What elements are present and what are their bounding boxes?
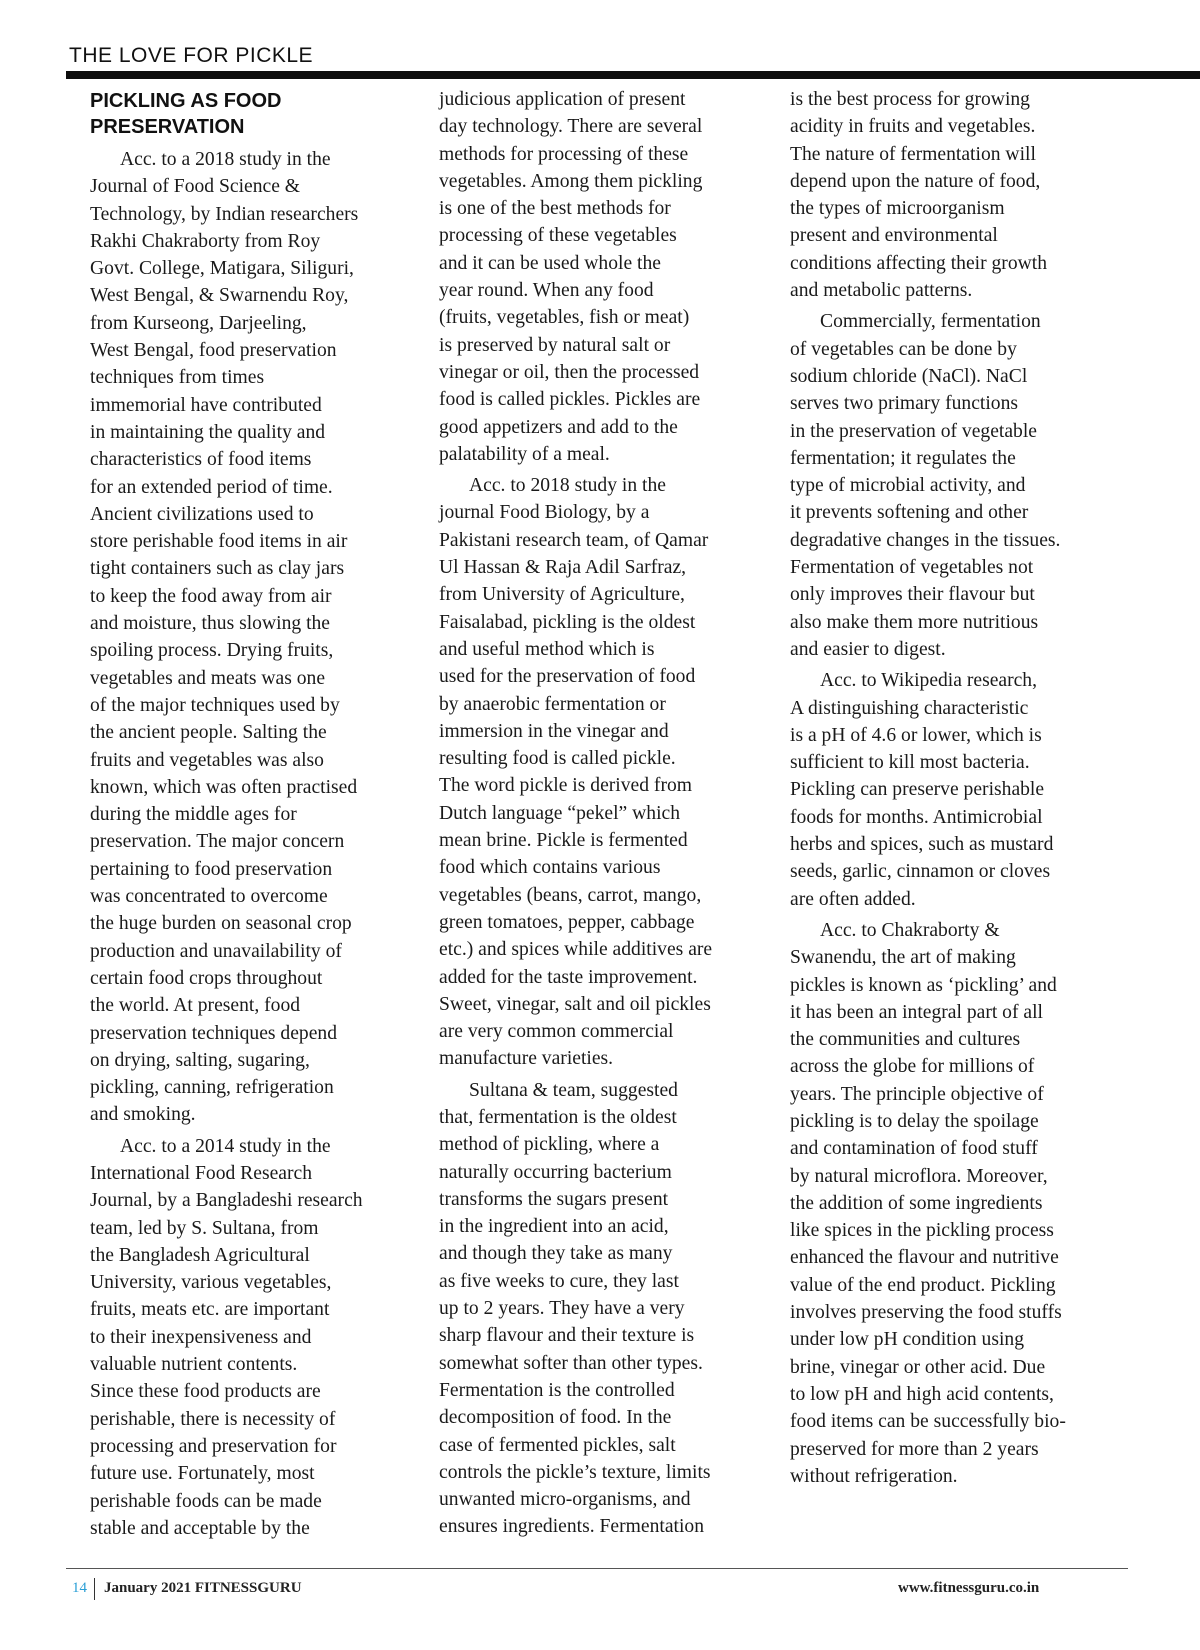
paragraph-line: used for the preservation of food (439, 666, 696, 688)
paragraph-line: of vegetables can be done by (790, 338, 1017, 360)
paragraph-line: Sweet, vinegar, salt and oil pickles (439, 993, 711, 1015)
paragraph (439, 472, 765, 1073)
paragraph-line: was concentrated to overcome (90, 886, 328, 908)
paragraph-line: (fruits, vegetables, fish or meat) (439, 307, 690, 329)
column-1-body (90, 146, 412, 1542)
paragraph-line: Faisalabad, pickling is the oldest (439, 611, 696, 633)
paragraph-line: the addition of some ingredients (790, 1192, 1043, 1214)
paragraph-line: to keep the food away from air (90, 585, 332, 607)
paragraph (790, 86, 1120, 304)
paragraph-line: Pickling can preserve perishable (790, 779, 1045, 801)
paragraph-line: case of fermented pickles, salt (439, 1434, 676, 1456)
paragraph-line: brine, vinegar or other acid. Due (790, 1356, 1046, 1378)
paragraph-line: by natural microflora. Moreover, (790, 1165, 1048, 1187)
paragraph-line: Fermentation of vegetables not (790, 557, 1034, 579)
paragraph-line: are very common commercial (439, 1021, 674, 1043)
paragraph-line: ensures ingredients. Fermentation (439, 1516, 704, 1538)
paragraph-line: West Bengal, & Swarnendu Roy, (90, 285, 349, 307)
paragraph-line: it prevents softening and other (790, 502, 1029, 524)
paragraph-line: Sultana & team, suggested (469, 1079, 678, 1101)
paragraph-line: pickles is known as ‘pickling’ and (790, 974, 1057, 996)
paragraph-line: Dutch language “pekel” which (439, 802, 681, 824)
paragraph-line: stable and acceptable by the (90, 1517, 310, 1539)
paragraph-line: up to 2 years. They have a very (439, 1298, 685, 1320)
paragraph-line: unwanted micro-organisms, and (439, 1489, 691, 1511)
paragraph-line: in the ingredient into an acid, (439, 1216, 669, 1238)
page-number: 14 (72, 1580, 87, 1596)
paragraph-line: preserved for more than 2 years (790, 1438, 1039, 1460)
paragraph-line: method of pickling, where a (439, 1134, 660, 1156)
paragraph-line: depend upon the nature of food, (790, 170, 1041, 192)
paragraph-line: Acc. to Wikipedia research, (820, 670, 1038, 692)
paragraph-line: years. The principle objective of (790, 1083, 1044, 1105)
paragraph-line: future use. Fortunately, most (90, 1463, 315, 1485)
paragraph-line: that, fermentation is the oldest (439, 1106, 677, 1128)
paragraph-line: Acc. to Chakraborty & (820, 919, 1000, 941)
paragraph-line: known, which was often practised (90, 776, 358, 798)
paragraph-line: Commercially, fermentation (820, 311, 1041, 333)
paragraph (90, 1133, 412, 1542)
paragraph-line: Acc. to 2018 study in the (469, 475, 666, 497)
paragraph-line: Acc. to a 2014 study in the (120, 1135, 331, 1157)
paragraph-line: are often added. (790, 888, 916, 910)
column-3-body (790, 86, 1120, 1490)
section-heading-line-2: PRESERVATION (90, 116, 245, 138)
paragraph-line: herbs and spices, such as mustard (790, 834, 1054, 856)
paragraph-line: it has been an integral part of all (790, 1001, 1043, 1023)
issue-label: January 2021 FITNESSGURU (104, 1580, 302, 1596)
paragraph-line: and it can be used whole the (439, 252, 661, 274)
paragraph-line: and useful method which is (439, 638, 655, 660)
paragraph-line: acidity in fruits and vegetables. (790, 116, 1036, 138)
paragraph-line: certain food crops throughout (90, 967, 323, 989)
paragraph-line: Journal, by a Bangladeshi research (90, 1190, 363, 1212)
paragraph-line: pertaining to food preservation (90, 858, 333, 880)
paragraph-line: fermentation; it regulates the (790, 447, 1016, 469)
paragraph-line: degradative changes in the tissues. (790, 529, 1061, 551)
paragraph-line: A distinguishing characteristic (790, 697, 1029, 719)
paragraph-line: added for the taste improvement. (439, 966, 698, 988)
paragraph-line: good appetizers and add to the (439, 416, 678, 438)
paragraph-line: sufficient to kill most bacteria. (790, 752, 1030, 774)
paragraph-line: like spices in the pickling process (790, 1220, 1054, 1242)
paragraph-line: pickling is to delay the spoilage (790, 1110, 1039, 1132)
paragraph-line: Rakhi Chakraborty from Roy (90, 230, 321, 252)
paragraph-line: preservation techniques depend (90, 1022, 338, 1044)
paragraph-line: spoiling process. Drying fruits, (90, 640, 334, 662)
paragraph-line: the huge burden on seasonal crop (90, 913, 352, 935)
footer-divider (94, 1578, 95, 1600)
paragraph-line: somewhat softer than other types. (439, 1352, 703, 1374)
paragraph-line: The word pickle is derived from (439, 775, 693, 797)
paragraph-line: manufacture varieties. (439, 1048, 614, 1070)
paragraph-line: of the major techniques used by (90, 694, 340, 716)
paragraph-line: processing and preservation for (90, 1435, 337, 1457)
paragraph-line: Since these food products are (90, 1381, 321, 1403)
paragraph-line: to low pH and high acid contents, (790, 1383, 1054, 1405)
paragraph-line: preservation. The major concern (90, 831, 345, 853)
section-heading-line-1: PICKLING AS FOOD (90, 90, 282, 112)
paragraph-line: day technology. There are several (439, 116, 703, 138)
paragraph (790, 667, 1120, 913)
paragraph-line: is the best process for growing (790, 89, 1030, 110)
paragraph-line: Swanendu, the art of making (790, 947, 1016, 969)
paragraph-line: vegetables and meats was one (90, 667, 326, 689)
paragraph-line: decomposition of food. In the (439, 1407, 672, 1429)
paragraph-line: from Kurseong, Darjeeling, (90, 312, 307, 334)
paragraph-line: Fermentation is the controlled (439, 1379, 675, 1401)
paragraph-line: seeds, garlic, cinnamon or cloves (790, 861, 1051, 883)
column-1 (90, 86, 412, 1542)
paragraph-line: across the globe for millions of (790, 1056, 1035, 1078)
paragraph (790, 308, 1120, 663)
paragraph-line: for an extended period of time. (90, 476, 333, 498)
paragraph-line: Acc. to a 2018 study in the (120, 149, 331, 170)
footer-rule (66, 1568, 1128, 1569)
column-2-body (439, 86, 765, 1541)
paragraph-line: green tomatoes, pepper, cabbage (439, 911, 695, 933)
paragraph-line: in maintaining the quality and (90, 421, 326, 443)
paragraph-line: food which contains various (439, 857, 661, 879)
paragraph-line: on drying, salting, sugaring, (90, 1049, 310, 1071)
paragraph-line: by anaerobic fermentation or (439, 693, 666, 715)
paragraph-line: present and environmental (790, 225, 998, 247)
paragraph-line: journal Food Biology, by a (439, 502, 650, 524)
paragraph-line: food items can be successfully bio- (790, 1411, 1066, 1433)
paragraph-line: transforms the sugars present (439, 1188, 669, 1210)
paragraph (90, 146, 412, 1129)
paragraph-line: sodium chloride (NaCl). NaCl (790, 365, 1028, 387)
paragraph-line: to their inexpensiveness and (90, 1326, 312, 1348)
paragraph-line: Pakistani research team, of Qamar (439, 529, 709, 551)
paragraph-line: etc.) and spices while additives are (439, 939, 713, 961)
paragraph-line: serves two primary functions (790, 393, 1018, 415)
paragraph-line: The nature of fermentation will (790, 143, 1036, 165)
paragraph-line: is a pH of 4.6 or lower, which is (790, 724, 1042, 746)
paragraph-line: judicious application of present (439, 89, 686, 110)
paragraph-line: the world. At present, food (90, 995, 301, 1017)
column-3 (790, 86, 1120, 1490)
paragraph-line: in the preservation of vegetable (790, 420, 1037, 442)
paragraph-line: controls the pickle’s texture, limits (439, 1461, 711, 1483)
paragraph-line: International Food Research (90, 1162, 312, 1184)
paragraph-line: and though they take as many (439, 1243, 673, 1265)
paragraph-line: immersion in the vinegar and (439, 720, 669, 742)
paragraph-line: the Bangladesh Agricultural (90, 1244, 310, 1266)
paragraph-line: University, various vegetables, (90, 1272, 332, 1294)
paragraph-line: Ancient civilizations used to (90, 503, 314, 525)
paragraph-line: vegetables. Among them pickling (439, 170, 703, 192)
paragraph-line: palatability of a meal. (439, 443, 610, 465)
paragraph-line: perishable, there is necessity of (90, 1408, 336, 1430)
paragraph-line: Ul Hassan & Raja Adil Sarfraz, (439, 557, 687, 579)
paragraph-line: methods for processing of these (439, 143, 689, 165)
paragraph-line: the communities and cultures (790, 1029, 1021, 1051)
paragraph (439, 1077, 765, 1541)
paragraph-line: team, led by S. Sultana, from (90, 1217, 319, 1239)
paragraph-line: year round. When any food (439, 280, 654, 302)
footer (0, 1576, 1200, 1606)
paragraph-line: the ancient people. Salting the (90, 722, 327, 744)
paragraph-line: immemorial have contributed (90, 394, 322, 416)
paragraph-line: under low pH condition using (790, 1329, 1025, 1351)
paragraph-line: and contamination of food stuff (790, 1138, 1038, 1160)
paragraph-line: conditions affecting their growth (790, 252, 1048, 274)
paragraph (790, 917, 1120, 1490)
paragraph-line: tight containers such as clay jars (90, 558, 345, 580)
paragraph-line: food is called pickles. Pickles are (439, 389, 701, 411)
paragraph-line: characteristics of food items (90, 449, 312, 471)
paragraph-line: and metabolic patterns. (790, 280, 973, 302)
paragraph-line: value of the end product. Pickling (790, 1274, 1056, 1296)
paragraph-line: mean brine. Pickle is fermented (439, 830, 688, 852)
paragraph-line: and smoking. (90, 1104, 196, 1126)
paragraph-line: is preserved by natural salt or (439, 334, 671, 356)
paragraph-line: perishable foods can be made (90, 1490, 322, 1512)
paragraph-line: valuable nutrient contents. (90, 1354, 298, 1376)
paragraph-line: involves preserving the food stuffs (790, 1302, 1062, 1324)
paragraph-line: is one of the best methods for (439, 198, 671, 220)
paragraph-line: store perishable food items in air (90, 531, 348, 553)
section-heading (90, 88, 412, 140)
paragraph-line: as five weeks to cure, they last (439, 1270, 679, 1292)
paragraph-line: Technology, by Indian researchers (90, 203, 359, 225)
paragraph-line: the types of microorganism (790, 198, 1005, 220)
paragraph-line: type of microbial activity, and (790, 475, 1026, 497)
paragraph-line: from University of Agriculture, (439, 584, 685, 606)
paragraph-line: fruits, meats etc. are important (90, 1299, 330, 1321)
paragraph-line: resulting food is called pickle. (439, 748, 676, 770)
paragraph-line: Govt. College, Matigara, Siliguri, (90, 258, 354, 280)
paragraph-line: vegetables (beans, carrot, mango, (439, 884, 702, 906)
paragraph (439, 86, 765, 468)
paragraph-line: West Bengal, food preservation (90, 340, 337, 362)
paragraph-line: pickling, canning, refrigeration (90, 1077, 334, 1099)
website-link[interactable]: www.fitnessguru.co.in (898, 1580, 1040, 1596)
paragraph-line: also make them more nutritious (790, 611, 1039, 633)
paragraph-line: during the middle ages for (90, 804, 297, 826)
paragraph-line: production and unavailability of (90, 940, 342, 962)
paragraph-line: enhanced the flavour and nutritive (790, 1247, 1059, 1269)
paragraph-line: and moisture, thus slowing the (90, 613, 331, 635)
paragraph-line: sharp flavour and their texture is (439, 1325, 695, 1347)
paragraph-line: foods for months. Antimicrobial (790, 806, 1043, 828)
paragraph-line: techniques from times (90, 367, 265, 389)
paragraph-line: vinegar or oil, then the processed (439, 361, 700, 383)
paragraph-line: without refrigeration. (790, 1465, 958, 1487)
running-title: THE LOVE FOR PICKLE (69, 44, 314, 67)
paragraph-line: processing of these vegetables (439, 225, 677, 247)
top-rule (66, 71, 1200, 79)
paragraph-line: naturally occurring bacterium (439, 1161, 672, 1183)
paragraph-line: Journal of Food Science & (90, 176, 301, 198)
column-2 (439, 86, 765, 1541)
paragraph-line: only improves their flavour but (790, 584, 1035, 606)
paragraph-line: fruits and vegetables was also (90, 749, 324, 771)
paragraph-line: and easier to digest. (790, 638, 946, 660)
